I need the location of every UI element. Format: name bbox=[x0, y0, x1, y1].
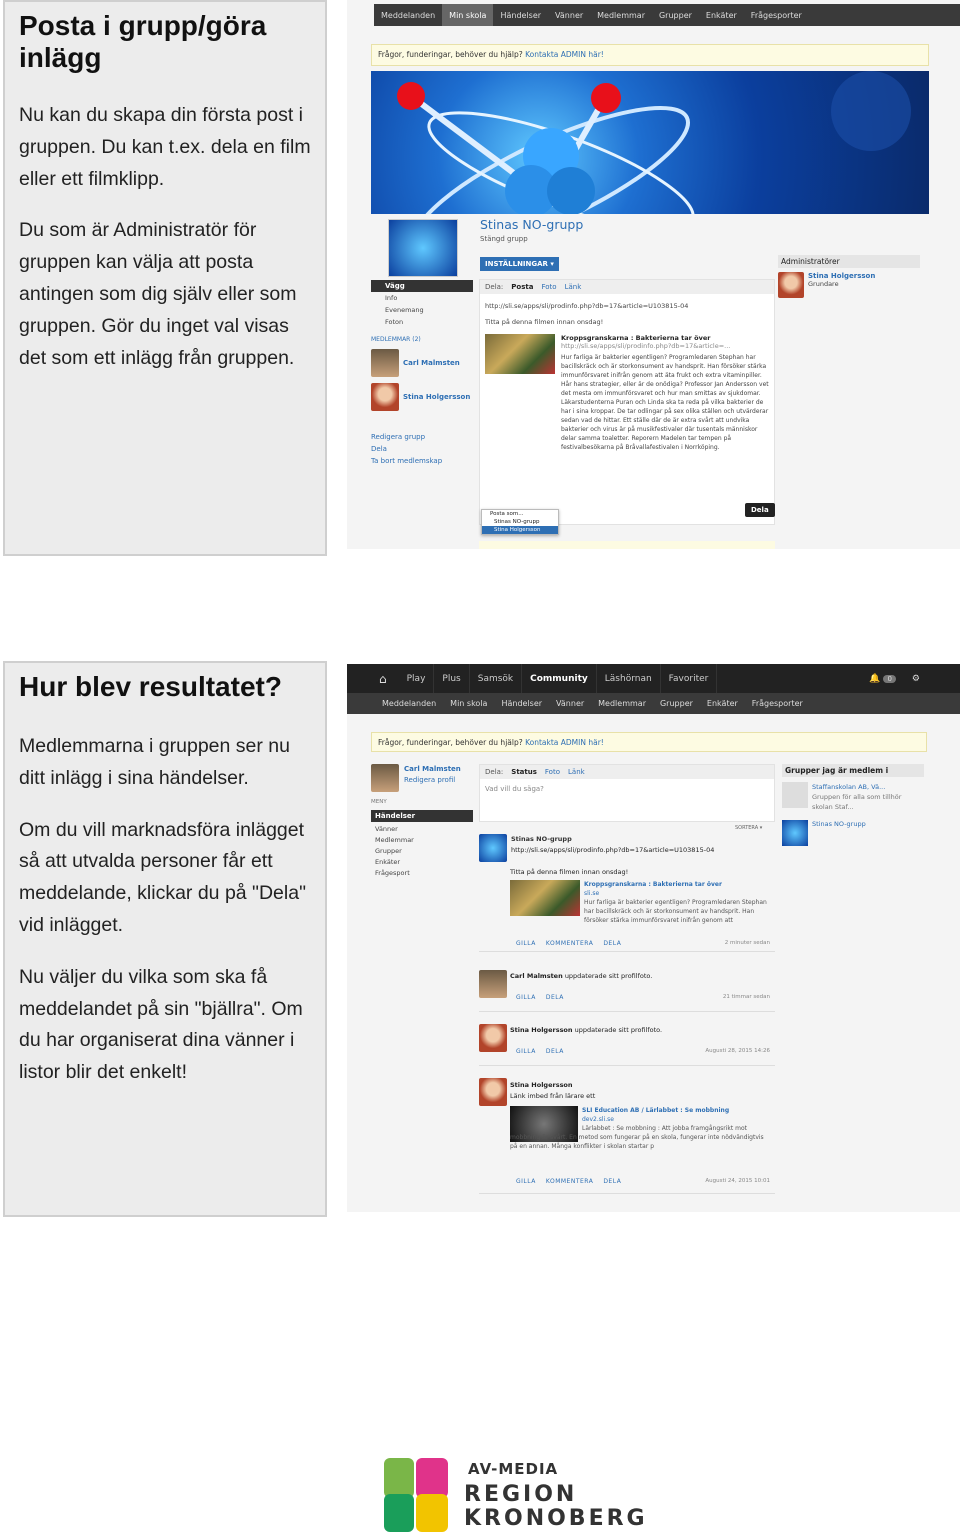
paragraph: Medlemmarna i gruppen ser nu ditt inlägg i sina händelser. bbox=[19, 735, 290, 789]
photo-tab[interactable]: Foto bbox=[541, 283, 557, 291]
feed-author[interactable]: Stina Holgersson bbox=[510, 1026, 573, 1034]
group-avatar bbox=[782, 820, 808, 846]
feed-text: Titta på denna filmen innan onsdag! bbox=[510, 868, 629, 876]
contact-admin-link[interactable]: Kontakta ADMIN här! bbox=[525, 50, 604, 59]
feed-timestamp: Augusti 24, 2015 10:01 bbox=[705, 1178, 770, 1184]
paragraph: Nu väljer du vilka som ska få meddelandet på sin "bjällra". Om du har organiserat dina vänner i listor blir det enkelt! bbox=[19, 965, 303, 1084]
member-avatar bbox=[371, 349, 399, 377]
sort-dropdown[interactable]: SORTERA ▾ bbox=[735, 825, 763, 831]
like-button[interactable]: GILLA bbox=[516, 1178, 536, 1185]
feed-timestamp: Augusti 28, 2015 14:26 bbox=[705, 1048, 770, 1054]
logo-line-2: REGION bbox=[464, 1482, 578, 1507]
secondary-nav-item[interactable]: Frågesporter bbox=[750, 10, 802, 20]
profile-name[interactable]: Carl Malmsten bbox=[404, 765, 461, 773]
feed-timestamp: 21 timmar sedan bbox=[722, 994, 770, 1000]
section-heading: Hur blev resultatet? bbox=[19, 671, 282, 702]
member-avatar bbox=[371, 383, 399, 411]
paragraph: Du som är Administratör för gruppen kan välja att posta antingen som dig själv eller som gruppen. Gör du inget val visas det som ett inlägg från gruppen. bbox=[19, 219, 297, 369]
secondary-nav bbox=[374, 4, 960, 26]
secondary-nav-item[interactable]: Meddelanden bbox=[381, 10, 436, 20]
secondary-nav-item[interactable]: Händelser bbox=[500, 10, 542, 20]
feed-text: Länk imbed från lärare ett bbox=[510, 1092, 596, 1100]
share-button[interactable]: DELA bbox=[545, 994, 564, 1001]
menu-item-members[interactable]: Medlemmar bbox=[375, 836, 414, 844]
link-preview-description: Hur farliga är bakterier egentligen? Programledaren Stephan har bacillskräck och är storkonsument av handsprit. Han försöker stärka immunförsvaret inifrån genom att bbox=[584, 899, 767, 924]
admin-name[interactable]: Stina Holgersson bbox=[808, 272, 876, 280]
edit-profile-link[interactable]: Redigera profil bbox=[404, 776, 456, 784]
secondary-nav bbox=[347, 693, 960, 714]
secondary-nav-item[interactable]: Händelser bbox=[501, 699, 543, 708]
screenshot-group-page bbox=[347, 0, 960, 549]
feed-timestamp: 2 minuter sedan bbox=[724, 940, 770, 946]
like-button[interactable]: GILLA bbox=[516, 1048, 536, 1055]
profile-avatar bbox=[371, 764, 399, 792]
logo-line-1: AV-MEDIA bbox=[468, 1460, 559, 1478]
side-menu-item-wall[interactable]: Vägg bbox=[371, 280, 473, 292]
share-button[interactable]: DELA bbox=[603, 1178, 622, 1185]
top-nav-play[interactable]: Play bbox=[399, 664, 435, 693]
bell-icon[interactable]: 🔔 0 bbox=[861, 664, 904, 693]
help-notice: Frågor, funderingar, behöver du hjälp? Kontakta ADMIN här! bbox=[371, 44, 929, 66]
top-nav-community[interactable]: Community bbox=[522, 664, 597, 693]
post-url[interactable]: http://sli.se/apps/sli/prodinfo.php?db=17&article=U103815-04 bbox=[485, 302, 689, 310]
secondary-nav-item[interactable]: Grupper bbox=[659, 699, 693, 708]
settings-button[interactable]: INSTÄLLNINGAR ▾ bbox=[480, 257, 559, 271]
post-text[interactable]: Titta på denna filmen innan onsdag! bbox=[485, 318, 604, 326]
paragraph: Om du vill marknadsföra inlägget så att utvalda personer får ett meddelande, klickar du på "Dela" vid inlägget. bbox=[19, 818, 307, 936]
feed-avatar bbox=[479, 970, 507, 998]
main-header bbox=[347, 664, 960, 693]
menu-item-events[interactable]: Händelser bbox=[371, 810, 473, 822]
feed-text: uppdaterade sitt profilfoto. bbox=[574, 1026, 663, 1034]
instruction-card-2 bbox=[3, 661, 327, 1217]
group-avatar bbox=[782, 782, 808, 808]
feed-author[interactable]: Carl Malmsten bbox=[510, 972, 563, 980]
link-preview-title[interactable]: SLI Education AB / Lärlabbet : Se mobbning bbox=[582, 1107, 730, 1114]
notification-count: 0 bbox=[883, 675, 895, 683]
status-composer: Dela: Status Foto Länk Vad vill du säga? bbox=[479, 764, 775, 822]
feed-text: uppdaterade sitt profilfoto. bbox=[564, 972, 653, 980]
post-tab[interactable]: Posta bbox=[511, 283, 534, 291]
admins-panel bbox=[778, 255, 920, 298]
comment-button[interactable]: KOMMENTERA bbox=[545, 940, 594, 947]
link-preview-thumbnail bbox=[510, 880, 580, 916]
top-nav-favoriter[interactable]: Favoriter bbox=[661, 664, 718, 693]
member-link[interactable]: Stina Holgersson bbox=[403, 393, 471, 401]
link-preview-host: sli.se bbox=[584, 890, 600, 897]
link-tab[interactable]: Länk bbox=[568, 768, 585, 776]
feed-avatar bbox=[479, 834, 507, 862]
admins-heading: Administratörer bbox=[778, 255, 920, 268]
link-preview-host: dev2.sli.se bbox=[582, 1116, 614, 1123]
admin-role: Grundare bbox=[808, 280, 839, 288]
share-button[interactable]: DELA bbox=[603, 940, 622, 947]
secondary-nav-item[interactable]: Medlemmar bbox=[597, 10, 645, 20]
secondary-nav-item[interactable]: Grupper bbox=[658, 10, 692, 20]
secondary-nav-item[interactable]: Meddelanden bbox=[382, 699, 437, 708]
admin-avatar bbox=[778, 272, 804, 298]
like-button[interactable]: GILLA bbox=[516, 940, 536, 947]
atom-illustration bbox=[371, 71, 929, 214]
link-preview-url: http://sli.se/apps/sli/prodinfo.php?db=17&article=... bbox=[561, 342, 731, 350]
feed-item bbox=[479, 1078, 775, 1194]
group-link[interactable]: Stinas NO-grupp bbox=[812, 820, 866, 828]
feed-item bbox=[479, 834, 775, 952]
side-menu-item-photos[interactable]: Foton bbox=[385, 318, 404, 326]
secondary-nav-item[interactable]: Vänner bbox=[555, 10, 584, 20]
side-menu-item-events[interactable]: Evenemang bbox=[385, 306, 424, 314]
comment-button[interactable]: KOMMENTERA bbox=[545, 1178, 594, 1185]
top-nav-plus[interactable]: Plus bbox=[434, 664, 469, 693]
gear-icon[interactable]: ⚙ bbox=[911, 673, 920, 684]
secondary-nav-item[interactable]: Enkäter bbox=[706, 699, 738, 708]
screenshot-feed-page bbox=[347, 664, 960, 1212]
link-tab[interactable]: Länk bbox=[564, 283, 582, 291]
menu-item-groups[interactable]: Grupper bbox=[375, 847, 402, 855]
av-media-logo bbox=[384, 1456, 648, 1532]
post-as-dropdown[interactable] bbox=[481, 509, 559, 535]
group-name[interactable]: Stinas NO-grupp bbox=[480, 217, 584, 232]
link-preview-title[interactable]: Kroppsgranskarna : Bakterierna tar över bbox=[561, 334, 711, 342]
logo-mark bbox=[384, 1458, 450, 1532]
share-button[interactable]: DELA bbox=[545, 1048, 564, 1055]
members-heading: MEDLEMMAR (2) bbox=[371, 336, 421, 343]
post-as-option[interactable]: Stinas NO-grupp bbox=[494, 519, 540, 525]
post-composer: Dela: Posta Foto Länk http://sli.se/apps/sli/prodinfo.php?db=17&article=U103815-04 Titta på denna filmen innan onsdag! Kroppsgranskarna : Bakterierna tar över http://sli.se/apps/sli/prodinfo.php?db=17&article=... Hur farliga är bakterier egentligen? Programledaren Stephan har bacillskräck och är storkonsument av handsprit. Han försöker stärka immunförsvaret inifrån genom att äta frukt och extra vitaminpiller. Hår hans strategier, eller är de onödiga? Professor Jan Andersson vet det mesta om immunförsvaret och hur man smittas av sjukdomar. Läkarstudenterna Puran och Linda ska ta reda på vilka bakterier de har i sina kroppar. De tar odlingar på sex olika ställen och utvärderar sedan vad de hittar. Ett ställe där de är extra svårt att undvika bakterier och virus är på musikfestivaler där tusentals människor delar samma toaletter. Reporern Madelen tar tempen på festivalbesökarna på Bråvallafestivalen i Norrköping. bbox=[479, 279, 775, 525]
my-groups-panel bbox=[782, 764, 924, 846]
top-nav-lashornan[interactable]: Läshörnan bbox=[597, 664, 661, 693]
feed-avatar bbox=[479, 1078, 507, 1106]
secondary-nav-item[interactable]: Medlemmar bbox=[598, 699, 646, 708]
section-heading: Posta i grupp/göra inlägg bbox=[19, 10, 267, 73]
link-preview-description: Hur farliga är bakterier egentligen? Programledaren Stephan har bacillskräck och är storkonsument av handsprit. Han försöker stärka immunförsvaret inifrån genom att äta frukt och extra vitaminpiller. Hår hans strategier, eller är de onödiga? Professor Jan Andersson vet det mesta om immunförsvaret och hur man smittas av sjukdomar. Läkarstudenterna Puran och Linda ska ta reda på vilka bakterier de har i sina kroppar. De tar odlingar på sex olika ställen och utvärderar sedan vad de hittar. Ett ställe där de är extra svårt att undvika bakterier och virus är på musikfestivaler där tusentals människor delar samma toaletter. Reporern Madelen tar tempen på festivalbesökarna på Bråvallafestivalen i Norrköping. bbox=[561, 354, 769, 451]
link-preview-thumbnail bbox=[485, 334, 555, 374]
secondary-nav-item[interactable]: Frågesporter bbox=[751, 699, 803, 708]
menu-label: MENY bbox=[371, 799, 387, 805]
group-link[interactable]: Staffanskolan AB, Vä... bbox=[812, 783, 886, 791]
secondary-nav-item[interactable]: Min skola bbox=[450, 699, 488, 708]
help-notice: Frågor, funderingar, behöver du hjälp? Kontakta ADMIN här! bbox=[371, 732, 927, 752]
feed-url[interactable]: http://sli.se/apps/sli/prodinfo.php?db=17&article=U103815-04 bbox=[511, 846, 715, 854]
group-cover-image bbox=[371, 71, 929, 214]
link-preview-description: Lärlabbet : Se mobbning : Att jobba framgångsrikt mot mobbning är svårt. En metod som fungerar på en skola, fungerar inte nödvändigtvis på en annan. Många konflikter i skolan startar p bbox=[510, 1125, 764, 1150]
menu-item-quiz[interactable]: Frågesport bbox=[375, 869, 410, 877]
side-menu bbox=[371, 280, 473, 467]
secondary-nav-item[interactable]: Enkäter bbox=[705, 10, 737, 20]
link-preview-title[interactable]: Kroppsgranskarna : Bakterierna tar över bbox=[584, 881, 722, 888]
top-nav-samsok[interactable]: Samsök bbox=[470, 664, 522, 693]
feed-item bbox=[479, 1024, 775, 1066]
photo-tab[interactable]: Foto bbox=[544, 768, 560, 776]
feed-item bbox=[479, 970, 775, 1012]
instruction-card-1 bbox=[3, 0, 327, 556]
group-avatar bbox=[388, 219, 458, 277]
secondary-nav-item[interactable]: Vänner bbox=[556, 699, 585, 708]
status-tab[interactable]: Status bbox=[511, 768, 537, 776]
share-group-link[interactable]: Dela bbox=[371, 445, 387, 453]
logo-line-3: KRONOBERG bbox=[464, 1506, 648, 1531]
secondary-nav-item[interactable]: Min skola bbox=[442, 4, 493, 26]
side-menu-item-info[interactable]: Info bbox=[385, 294, 398, 302]
menu-item-friends[interactable]: Vänner bbox=[375, 825, 398, 833]
contact-admin-link[interactable]: Kontakta ADMIN här! bbox=[525, 738, 604, 747]
like-button[interactable]: GILLA bbox=[516, 994, 536, 1001]
status-input[interactable]: Vad vill du säga? bbox=[485, 785, 544, 793]
paragraph: Nu kan du skapa din första post i gruppen. Du kan t.ex. dela en film eller ett filmklipp. bbox=[19, 104, 311, 190]
share-submit-button[interactable]: Dela bbox=[745, 503, 775, 517]
menu-item-surveys[interactable]: Enkäter bbox=[375, 858, 401, 866]
feed-author[interactable]: Stina Holgersson bbox=[510, 1081, 573, 1089]
feed-avatar bbox=[479, 1024, 507, 1052]
group-type: Stängd grupp bbox=[480, 235, 528, 243]
edit-group-link[interactable]: Redigera grupp bbox=[371, 433, 426, 441]
leave-group-link[interactable]: Ta bort medlemskap bbox=[371, 457, 443, 465]
group-description: Gruppen för alla som tillhör skolan Staf... bbox=[812, 793, 902, 811]
groups-heading: Grupper jag är medlem i bbox=[782, 764, 924, 777]
member-link[interactable]: Carl Malmsten bbox=[403, 359, 460, 367]
feed-author[interactable]: Stinas NO-grupp bbox=[511, 835, 572, 843]
home-icon[interactable]: ⌂ bbox=[379, 671, 387, 686]
post-as-option[interactable]: Posta som... bbox=[490, 511, 524, 517]
post-as-option-selected[interactable]: Stina Holgersson bbox=[482, 526, 558, 534]
